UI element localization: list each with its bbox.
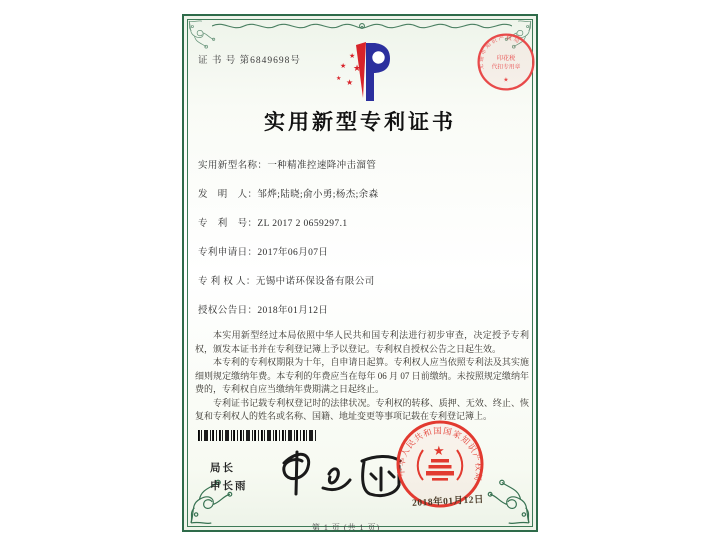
top-garland-icon — [212, 19, 512, 33]
bibliographic-fields — [198, 160, 528, 334]
page-number: 第 1 页 (共 1 页) — [311, 523, 381, 532]
sipo-logo-icon — [330, 40, 394, 104]
statutory-text — [195, 329, 529, 424]
paragraph-register: 专利证书记载专利权登记时的法律状况。专利权的转移、质押、无效、终止、恢复和专利权人的姓名或名称、国籍、地址变更等事项记载在专利登记簿上。 — [195, 397, 529, 421]
field-value: 2018年01月12日 — [257, 306, 329, 316]
svg-text:★: ★ — [503, 76, 509, 84]
field-label: 发 明 人： — [198, 190, 258, 200]
officer-title: 局长 — [210, 463, 235, 474]
paragraph-term-fees: 本专利的专利权期限为十年，自申请日起算。专利权人应当依照专利法及其实施细则规定缴纳年费。本专利的年费应当在每年 06 月 07 日前缴纳。未按照规定缴纳年费的，专利权自应当缴纳年费期满之日起终止。 — [195, 357, 529, 394]
field-utility-model-name — [198, 160, 528, 172]
field-inventors — [198, 189, 528, 201]
field-filing-date — [198, 247, 528, 259]
svg-text:★: ★ — [349, 52, 356, 60]
field-grant-date — [198, 305, 528, 317]
field-patentee — [198, 276, 528, 288]
paragraph-grant: 本实用新型经过本局依照中华人民共和国专利法进行初步审查，决定授予专利权，颁发本证书并在专利登记簿上予以登记。专利权自授权公告之日起生效。 — [195, 330, 529, 354]
agency-stamp — [475, 31, 537, 93]
field-value: ZL 2017 2 0659297.1 — [257, 219, 348, 229]
stamp-line2: 代扣专用章 — [491, 64, 521, 71]
svg-text:★: ★ — [340, 62, 347, 70]
certificate-number: 证 书 号 第6849698号 — [198, 56, 301, 66]
field-value: 2017年06月07日 — [257, 248, 329, 258]
field-label: 实用新型名称： — [198, 161, 268, 171]
field-label: 专 利 号： — [198, 219, 258, 229]
officer-block — [210, 460, 248, 496]
seal-ring-text: 中华人民共和国国家知识产权局 — [396, 426, 484, 483]
field-label: 专 利 权 人： — [198, 277, 256, 287]
field-value: 一种精准控速降冲击溜管 — [267, 161, 377, 171]
barcode — [198, 430, 316, 441]
field-value: 无锡中诺环保设备有限公司 — [255, 277, 375, 287]
stamp-ring-text: 无锡市知识产权局 — [478, 35, 522, 70]
svg-text:★: ★ — [336, 76, 342, 82]
svg-text:★: ★ — [353, 63, 362, 73]
field-label: 授权公告日： — [198, 306, 258, 316]
certificate-page — [182, 14, 538, 532]
officer-name: 申长雨 — [210, 481, 248, 492]
field-label: 专利申请日： — [198, 248, 258, 258]
seal-date: 2018年01月12日 — [411, 495, 485, 509]
certificate-title: 实用新型专利证书 — [264, 110, 456, 134]
stamp-line1: 印花税 — [496, 54, 516, 62]
field-patent-number — [198, 218, 528, 230]
field-value: 邹烨;陆晓;俞小勇;杨杰;余森 — [257, 190, 379, 200]
svg-text:★: ★ — [346, 78, 354, 87]
svg-text:★: ★ — [433, 443, 445, 458]
